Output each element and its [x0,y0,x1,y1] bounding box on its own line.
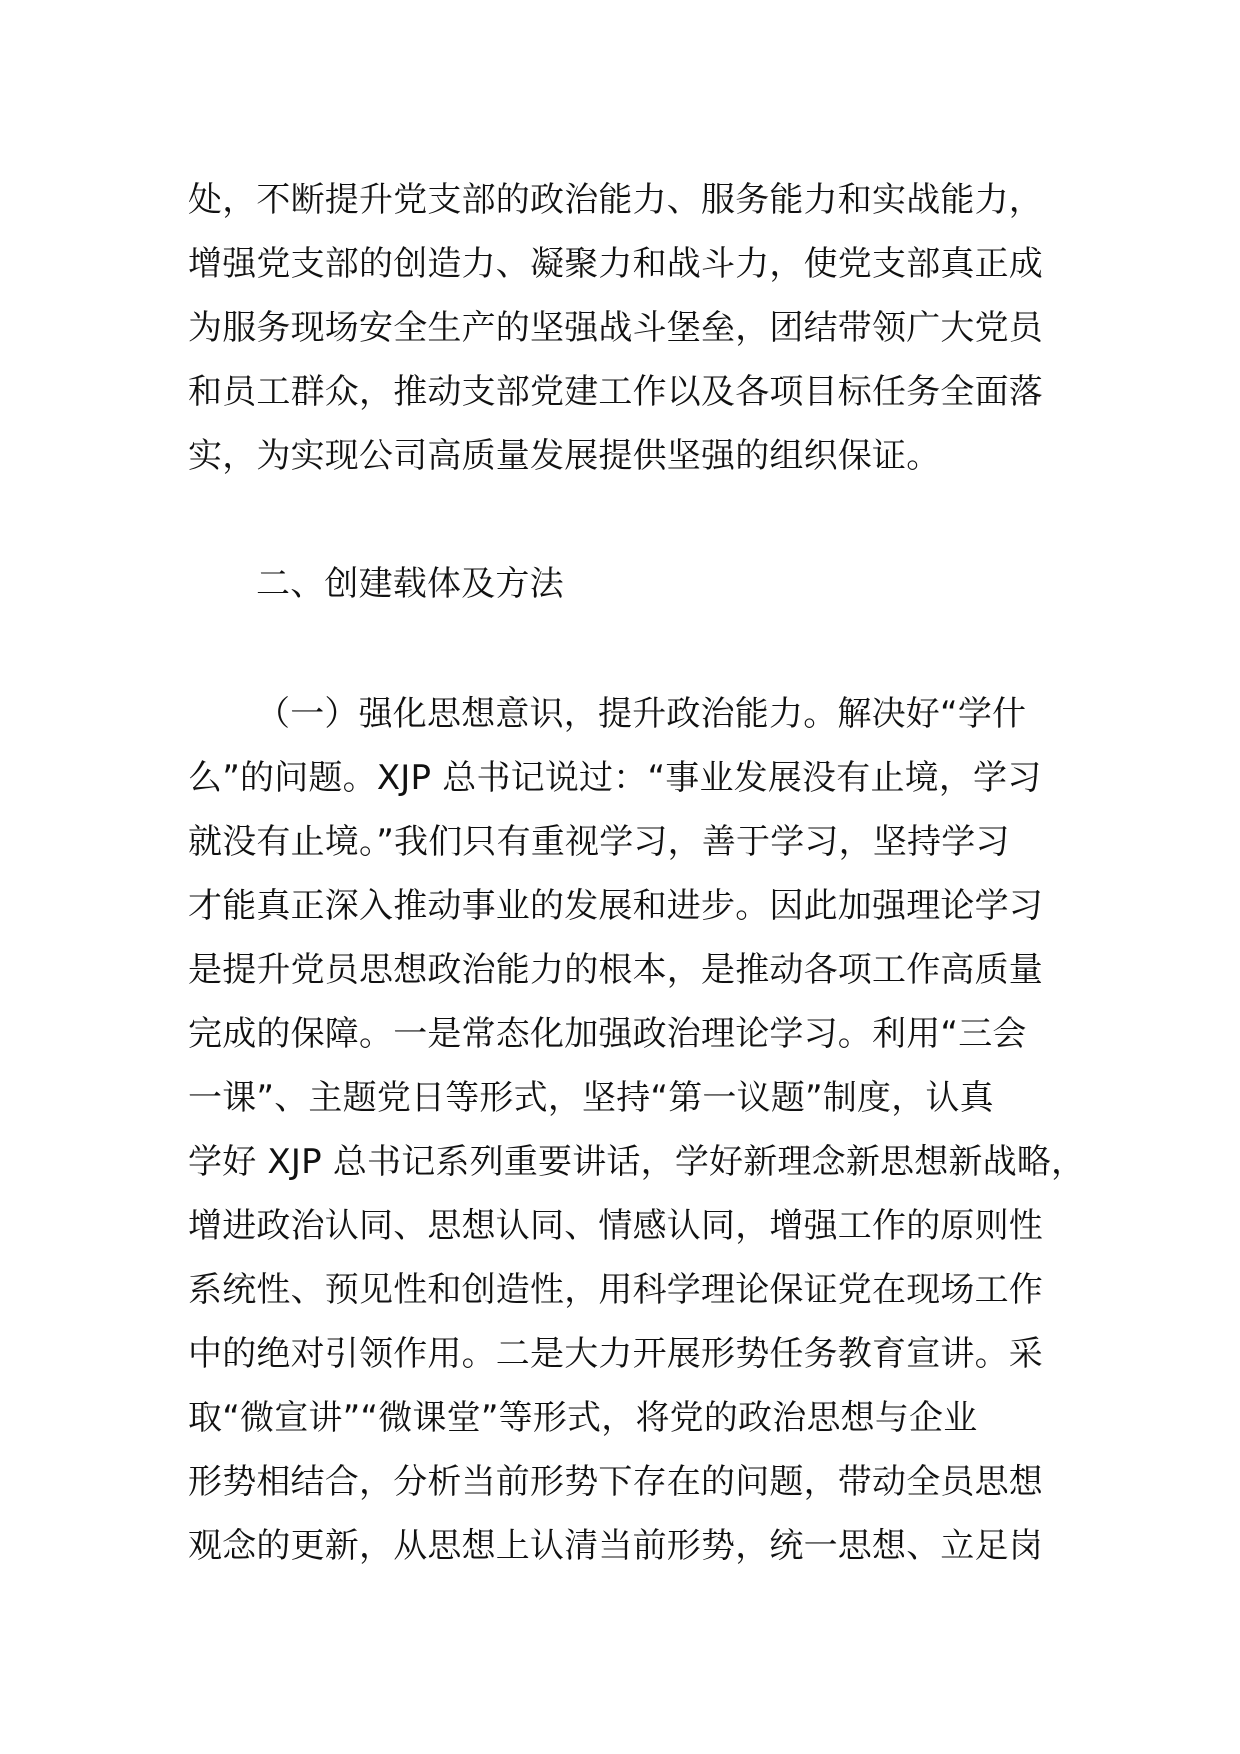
paragraph-line: 取“微宣讲”“微课堂”等形式，将党的政治思想与企业 [188,1398,978,1438]
paragraph-line: 系统性、预见性和创造性，用科学理论保证党在现场工作 [188,1270,1043,1310]
paragraph-line: 才能真正深入推动事业的发展和进步。因此加强理论学习 [188,886,1043,926]
paragraph-line: 增强党支部的创造力、凝聚力和战斗力，使党支部真正成 [188,244,1043,284]
paragraph-line: 处，不断提升党支部的政治能力、服务能力和实战能力， [188,180,1043,220]
paragraph-line: 形势相结合，分析当前形势下存在的问题，带动全员思想 [188,1462,1043,1502]
paragraph-line: 完成的保障。一是常态化加强政治理论学习。利用“三会 [188,1014,1027,1054]
paragraph-line: 观念的更新，从思想上认清当前形势，统一思想、立足岗 [188,1526,1043,1566]
paragraph-line: 和员工群众，推动支部党建工作以及各项目标任务全面落 [188,372,1043,412]
paragraph-line: 是提升党员思想政治能力的根本，是推动各项工作高质量 [188,950,1043,990]
paragraph-line: 学好 XJP 总书记系列重要讲话，学好新理念新思想新战略， [188,1142,1086,1182]
section-heading: 二、创建载体及方法 [256,564,564,604]
paragraph-line: 实，为实现公司高质量发展提供坚强的组织保证。 [188,436,941,476]
paragraph-line: 一课”、主题党日等形式，坚持“第一议题”制度，认真 [188,1078,994,1118]
paragraph-line: 增进政治认同、思想认同、情感认同，增强工作的原则性 [188,1206,1043,1246]
paragraph-line: 中的绝对引领作用。二是大力开展形势任务教育宣讲。采 [188,1334,1043,1374]
paragraph-line: 就没有止境。”我们只有重视学习，善于学习，坚持学习 [188,822,1010,862]
paragraph-line: 为服务现场安全生产的坚强战斗堡垒，团结带领广大党员 [188,308,1043,348]
paragraph-line: （一）强化思想意识，提升政治能力。解决好“学什 [256,694,1027,734]
paragraph-line: 么”的问题。XJP 总书记说过：“事业发展没有止境，学习 [188,758,1042,798]
